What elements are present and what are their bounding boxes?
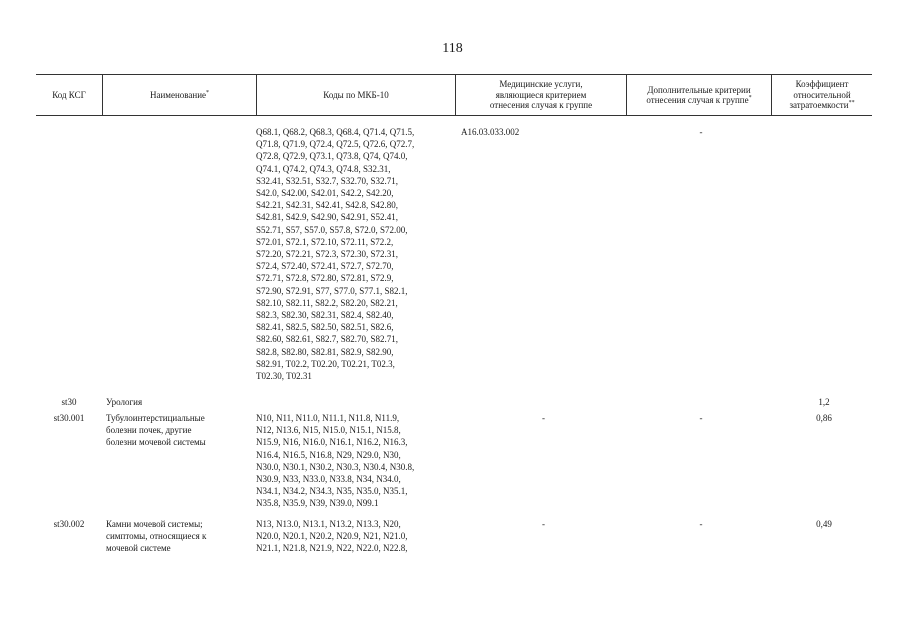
row-code: st30.002 <box>53 519 85 529</box>
header-code-label: Код КСГ <box>52 89 86 100</box>
header-code <box>36 75 102 115</box>
row-medical-services: A16.03.033.002 <box>461 127 520 137</box>
header-add-label: Дополнительные критерии отнесения случая к группе <box>646 84 751 105</box>
row-mkb-codes: Q68.1, Q68.2, Q68.3, Q68.4, Q71.4, Q71.5, Q71.8, Q71.9, Q72.4, Q72.5, Q72.6, Q72.7, Q72.8, Q72.9, Q73.1, Q73.8, Q74, Q74.0, Q74.1, Q74.2, Q74.3, Q74.8, S32.31, S32.41, S32.51, S32.7, S32.70, S32.71, S42.0, S42.00, S42.01, S42.2, S42.20, S42.21, S42.31, S42.41, S42.8, S42.80, S42.81, S42.9, S42.90, S42.91, S52.41, S52.71, S57, S57.0, S57.8, S72.0, S72.00, S72.01, S72.1, S72.10, S72.11, S72.2, S72.20, S72.21, S72.3, S72.30, S72.31, S72.4, S72.40, S72.41, S72.7, S72.70, S72.71, S72.8, S72.80, S72.81, S72.9, S72.90, S72.91, S77, S77.0, S77.1, S82.1, S82.10, S82.11, S82.2, S82.20, S82.21, S82.3, S82.30, S82.31, S82.4, S82.40, S82.41, S82.5, S82.50, S82.51, S82.6, S82.60, S82.61, S82.7, S82.70, S82.71, S82.8, S82.80, S82.81, S82.9, S82.90, S82.91, T02.2, T02.20, T02.21, T02.3, T02.30, T02.31 <box>256 127 415 382</box>
header-coef-footnote: ** <box>848 100 855 107</box>
header-coef-label: Коэффициент относительной затратоемкости <box>789 79 851 111</box>
row-name: Тубулоинтерстициальные болезни почек, другие болезни мочевой системы <box>106 413 206 448</box>
row-medical-services: - <box>542 519 545 529</box>
row-name: Камни мочевой системы; симптомы, относящиеся к мочевой системе <box>106 519 207 554</box>
header-name <box>102 75 256 115</box>
row-code: st30 <box>61 397 77 407</box>
header-mkb-label: Коды по МКБ-10 <box>323 89 389 100</box>
row-coefficient: 0,49 <box>816 519 832 529</box>
row-name: Урология <box>106 397 143 407</box>
row-medical-services: - <box>542 413 545 423</box>
header-name-label: Наименование <box>149 89 207 100</box>
header-name-footnote: * <box>206 89 210 96</box>
header-mkb <box>256 75 455 115</box>
row-coefficient: 0,86 <box>816 413 832 423</box>
header-add-footnote: * <box>748 95 752 101</box>
row-additional-criteria: - <box>699 519 703 529</box>
row-additional-criteria: - <box>699 127 703 137</box>
row-code: st30.001 <box>53 413 85 423</box>
row-coefficient: 1,2 <box>818 397 830 407</box>
header-med-label: Медицинские услуги, являющиеся критерием отнесения случая к группе <box>489 79 593 111</box>
header-med <box>455 75 626 115</box>
row-additional-criteria: - <box>699 413 703 423</box>
table-header <box>36 74 872 116</box>
page-number: 118 <box>442 41 463 56</box>
header-add <box>626 75 771 115</box>
header-coef <box>771 75 872 115</box>
row-mkb-codes: N10, N11, N11.0, N11.1, N11.8, N11.9, N12, N13.6, N15, N15.0, N15.1, N15.8, N15.9, N16, N16.0, N16.1, N16.2, N16.3, N16.4, N16.5, N16.8, N29, N29.0, N30, N30.0, N30.1, N30.2, N30.3, N30.4, N30.8, N30.9, N33, N33.0, N33.8, N34, N34.0, N34.1, N34.2, N34.3, N35, N35.0, N35.1, N35.8, N35.9, N39, N39.0, N99.1 <box>256 413 415 509</box>
row-mkb-codes: N13, N13.0, N13.1, N13.2, N13.3, N20, N20.0, N20.1, N20.2, N20.9, N21, N21.0, N21.1, N21.8, N21.9, N22, N22.0, N22.8, <box>256 519 408 554</box>
